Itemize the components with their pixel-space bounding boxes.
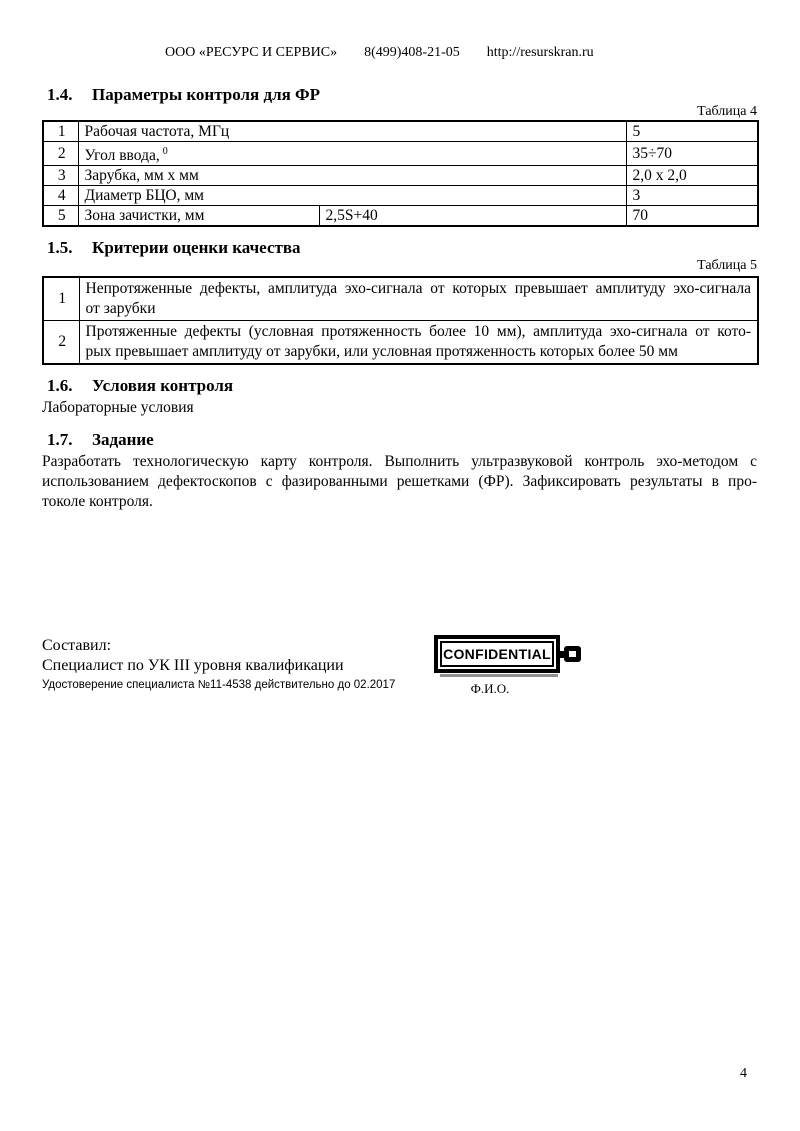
section-number: 1.4.	[47, 85, 73, 104]
company-name: ООО «РЕСУРС И СЕРВИС»	[165, 45, 338, 60]
stamp-clasp-dot	[569, 651, 576, 657]
compiled-by-block	[42, 636, 395, 691]
compiled-label: Составил:	[42, 637, 112, 654]
row-number: 4	[43, 186, 78, 206]
section-title: Условия контроля	[92, 376, 234, 395]
param-name: Зарубка, мм х мм	[78, 166, 626, 186]
param-value: 5	[626, 121, 758, 142]
conditions-text: Лабораторные условия	[42, 399, 194, 416]
section-heading-1-7	[42, 430, 154, 450]
table-row	[43, 121, 758, 142]
param-value: 3	[626, 186, 758, 206]
param-name: Диаметр БЦО, мм	[78, 186, 626, 206]
section-heading-1-5	[42, 238, 301, 258]
row-number: 2	[43, 321, 79, 365]
stamp-clasp-icon	[564, 646, 581, 662]
param-name: Зона зачистки, мм	[78, 206, 319, 227]
certificate-line: Удостоверение специалиста №11-4538 действительно до 02.2017	[42, 679, 396, 691]
page-number: 4	[740, 1066, 747, 1081]
section-title: Критерии оценки качества	[92, 238, 301, 257]
param-value: 35÷70	[626, 142, 758, 166]
table5-label: Таблица 5	[697, 258, 757, 273]
table-row	[43, 166, 758, 186]
param-name: Угол ввода, $^0$	[78, 142, 626, 166]
row-number: 1	[43, 121, 78, 142]
row-number: 3	[43, 166, 78, 186]
table-row	[43, 277, 758, 321]
row-number: 1	[43, 277, 79, 321]
criterion-text: Протяженные дефекты (условная протяженность более 10 мм), амплитуда эхо-сигнала от кото- рых превышает амплитуду от зарубки, или условная протяженность которых более 50 мм	[79, 321, 758, 365]
section-number: 1.7.	[47, 430, 73, 449]
specialist-line: Специалист по УК III уровня квалификации	[42, 657, 344, 674]
task-paragraph: Разработать технологическую карту контроля. Выполнить ультразвуковой контроль эхо-методом с использованием дефектоскопов с фазированными решетками (ФР). Зафиксировать результаты в про- токоле контроля.	[42, 453, 757, 510]
confidential-stamp	[434, 635, 560, 673]
company-phone: 8(499)408-21-05	[364, 45, 460, 60]
criterion-text: Непротяженные дефекты, амплитуда эхо-сигнала от которых превышает амплитуду эхо-сигнала от зарубки	[79, 277, 758, 321]
degree-superscript: 0	[162, 146, 168, 157]
section-heading-1-4	[42, 85, 320, 105]
signature-caption: Ф.И.О.	[470, 681, 510, 696]
section-title: Параметры контроля для ФР	[92, 85, 321, 104]
table4-label: Таблица 4	[697, 104, 757, 119]
document-header	[165, 45, 594, 61]
section-heading-1-6	[42, 376, 233, 396]
row-number: 5	[43, 206, 78, 227]
row-number: 2	[43, 142, 78, 166]
table-row	[43, 142, 758, 166]
criteria-table	[42, 276, 759, 365]
signature-line	[440, 674, 558, 677]
parameters-table	[42, 120, 759, 227]
table-row	[43, 321, 758, 365]
confidential-stamp-text: CONFIDENTIAL	[440, 641, 554, 667]
table-row	[43, 186, 758, 206]
section-number: 1.5.	[47, 238, 73, 257]
param-name: Рабочая частота, МГц	[78, 121, 626, 142]
param-formula: 2,5S+40	[319, 206, 626, 227]
company-website: http://resurskran.ru	[486, 45, 594, 60]
param-value: 2,0 х 2,0	[626, 166, 758, 186]
section-number: 1.6.	[47, 376, 73, 395]
param-value: 70	[626, 206, 758, 227]
table-row	[43, 206, 758, 227]
section-title: Задание	[92, 430, 154, 449]
